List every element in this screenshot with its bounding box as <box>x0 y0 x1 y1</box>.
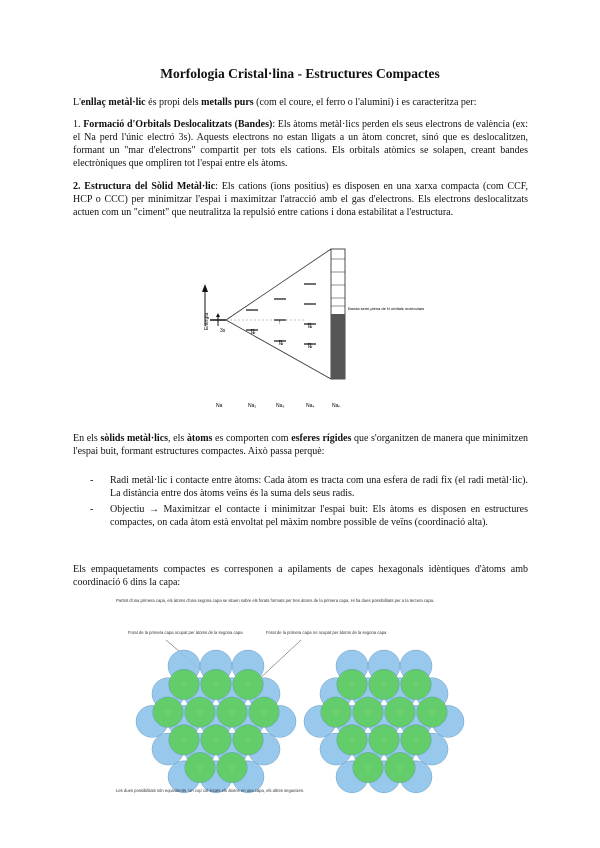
green-sphere <box>353 752 383 782</box>
orbital-label: 3s <box>220 328 226 334</box>
point2-heading: 2. Estructura del Sòlid Metàl·lic <box>73 181 216 192</box>
x-label-na4: Na₄ <box>306 403 315 409</box>
band-formation-diagram <box>196 244 425 420</box>
green-sphere <box>201 669 231 699</box>
green-sphere <box>337 669 367 699</box>
green-sphere <box>321 697 351 727</box>
energy-label: Energia <box>204 312 210 330</box>
packing-paragraph <box>73 563 528 589</box>
filled-band <box>331 314 345 379</box>
band-envelope-bottom <box>226 320 331 379</box>
bullet-text: Objectiu → Maximitzar el contacte i minimitzar l'espai buit: Els àtoms es disposen en estructures compactes, on cada àtom està envoltat pel màxim nombre possible de veïns (coordinació alta). <box>110 504 528 528</box>
green-sphere <box>369 669 399 699</box>
term-rigid-spheres: esferes rígides <box>291 433 352 444</box>
point1-heading: Formació d'Orbitals Deslocalitzats (Bandes) <box>83 119 273 130</box>
electron-pair: ⇅ <box>307 343 313 350</box>
solids-text: En els <box>73 433 101 444</box>
green-sphere <box>369 725 399 755</box>
point1-number: 1. <box>73 119 84 130</box>
electron-arrowhead <box>216 313 220 317</box>
packing-caption-bottom: Les dues possibilitats són equivalents. Un cop col·locats els àtoms en una capa, els altres segueixen. <box>116 788 305 793</box>
green-sphere <box>153 697 183 727</box>
packing-left <box>136 650 296 793</box>
green-sphere <box>401 669 431 699</box>
electron-pair: ⇅ <box>250 329 256 336</box>
intro-text: és propi dels <box>145 97 202 108</box>
packing-text: Els empaquetaments compactes es corresponen a apilaments de capes hexagonals idèntiques d'àtoms amb coordinació 6 dins la capa: <box>73 564 528 588</box>
solids-text: que s'organitzen de manera que minimitzen l'espai buit, formant estructures compactes. Això passa perquè: <box>73 433 529 457</box>
green-sphere <box>385 697 415 727</box>
close-packing-figure <box>116 596 486 800</box>
term-metallic-solids: sòlids metàl·lics <box>100 433 169 444</box>
green-sphere <box>185 697 215 727</box>
intro-text: (com el coure, el ferro o l'alumini) i es caracteritza per: <box>253 97 477 108</box>
bullet-item <box>90 503 528 529</box>
term-atoms: àtoms <box>186 433 213 444</box>
intro-paragraph <box>73 96 528 109</box>
green-sphere <box>169 725 199 755</box>
page-title: Morfologia Cristal·lina - Estructures Compactes <box>160 66 440 81</box>
intro-text: L' <box>73 97 81 108</box>
energy-arrowhead <box>202 284 208 292</box>
point2-paragraph <box>73 180 528 219</box>
green-sphere <box>385 752 415 782</box>
point1-paragraph <box>73 118 528 170</box>
term-pure-metals: metalls purs <box>201 97 254 108</box>
band-label-text: Banda semi-plena de N orbitals moleculars <box>348 306 425 311</box>
packing-caption-top: Partint d'una primera capa, els àtoms d'una segona capa se situen sobre els forats formats per tres àtoms de la primera capa. Hi ha dues possibilitats per a la tercera capa. <box>116 598 435 603</box>
x-label-na: Na <box>216 403 223 409</box>
bullet-dash: - <box>90 504 94 515</box>
green-sphere <box>185 752 215 782</box>
bullet-item <box>90 474 528 500</box>
green-sphere <box>217 752 247 782</box>
green-sphere <box>401 725 431 755</box>
solids-paragraph <box>73 432 528 458</box>
solids-text: , els <box>168 433 187 444</box>
electron-arrow: ↑ <box>278 320 281 326</box>
point2-text: : Els cations (ions positius) es disposen en una xarxa compacta (com CCF, HCP o CCC) per minimitzar l'espai i maximitzar l'atracció amb el gas d'electrons. Els electrons deslocalitzats actuen com un "ciment" que neutralitza la repulsió entre cations i dona estabilitat a l'estructura. <box>73 181 529 218</box>
packing-right <box>304 650 464 793</box>
electron-pair: ⇅ <box>307 323 313 330</box>
solids-text: es comporten com <box>212 433 292 444</box>
band-label <box>348 306 424 311</box>
bullet-text: Radi metàl·lic i contacte entre àtoms: Cada àtom es tracta com una esfera de radi fix (el radi metàl·lic). La distància entre dos àtoms veïns és la suma dels seus radis. <box>110 475 528 499</box>
label-occupied-hole: Forat de la primera capa ocupat per àtoms de la segona capa <box>128 630 243 635</box>
point1-text: : Els àtoms metàl·lics perden els seus electrons de valència (ex: el Na perd l'únic electró 3s). Aquests electrons no estan lligats a un àtom concret, sinó que es deslocalitzen, formant un "mar d'electrons" compartit per tots els cations. Els orbitals atòmics se solapen, creant bandes electròniques que ompliren tot l'espai entre els àtoms. <box>73 119 528 169</box>
green-sphere <box>201 725 231 755</box>
term-metallic-bond: enllaç metàl·lic <box>80 97 146 108</box>
x-label-na2: Na₂ <box>248 403 257 409</box>
x-label-na3: Na₃ <box>276 403 285 409</box>
x-label-nan: Naₙ <box>332 403 341 409</box>
green-sphere <box>233 669 263 699</box>
green-sphere <box>417 697 447 727</box>
green-sphere <box>337 725 367 755</box>
electron-pair: ⇅ <box>278 340 284 347</box>
label-unoccupied-hole: Forat de la primera capa no ocupat per àtoms de la segona capa <box>266 630 387 635</box>
bullet-dash: - <box>90 475 94 486</box>
green-sphere <box>217 697 247 727</box>
green-sphere <box>233 725 263 755</box>
green-sphere <box>353 697 383 727</box>
green-sphere <box>249 697 279 727</box>
green-sphere <box>169 669 199 699</box>
